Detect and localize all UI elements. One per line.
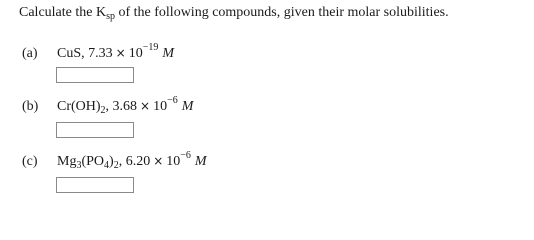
compound-formula: (PO <box>81 154 105 169</box>
compound-formula: CuS <box>57 46 82 61</box>
solubility-mantissa: 3.68 <box>112 99 138 114</box>
question-suffix: of the following compounds, given their molar solubilities. <box>114 5 449 20</box>
part-label: (c) <box>22 154 38 169</box>
molar-unit: M <box>194 154 207 169</box>
molar-unit: M <box>162 46 174 61</box>
formula-subscript: 2 <box>113 160 119 171</box>
times-sign: × <box>115 46 126 60</box>
exponent-base: 10 <box>166 154 181 169</box>
formula-subscript: 4 <box>104 160 110 171</box>
exponent-base: 10 <box>128 46 143 61</box>
ksp-subscript: sp <box>106 11 115 22</box>
molar-unit: M <box>181 99 194 114</box>
exponent: −6 <box>180 150 191 161</box>
formula-subscript: 3 <box>76 160 82 171</box>
times-sign: × <box>153 154 164 168</box>
formula-subscript: 2 <box>100 105 106 116</box>
part-label: (a) <box>22 46 38 61</box>
exponent: −6 <box>167 95 178 106</box>
part-a: (a) CuS, $7.33 \times 10^{-19}$ M <box>22 42 174 61</box>
part-c: (c) $Mg_3(PO_4)_2$, $6.20 \times 10^{-6}$ M <box>22 150 207 171</box>
compound-formula: Cr(OH) <box>57 99 101 114</box>
times-sign: × <box>140 99 151 113</box>
exponent-base: 10 <box>153 99 168 114</box>
answer-input-c[interactable] <box>56 177 134 193</box>
question-prompt <box>19 5 449 22</box>
part-label: (b) <box>22 99 39 114</box>
answer-input-a[interactable] <box>56 67 134 83</box>
answer-input-b[interactable] <box>56 122 134 138</box>
compound-formula: ) <box>109 154 114 169</box>
part-b: (b) $Cr(OH)_2$, $3.68 \times 10^{-6}$ M <box>22 95 194 116</box>
solubility-mantissa: 6.20 <box>125 154 151 169</box>
solubility-mantissa: 7.33 <box>88 46 113 61</box>
question-prefix: Calculate the K <box>19 5 107 20</box>
exponent: −19 <box>142 42 159 53</box>
compound-formula: Mg <box>57 154 77 169</box>
